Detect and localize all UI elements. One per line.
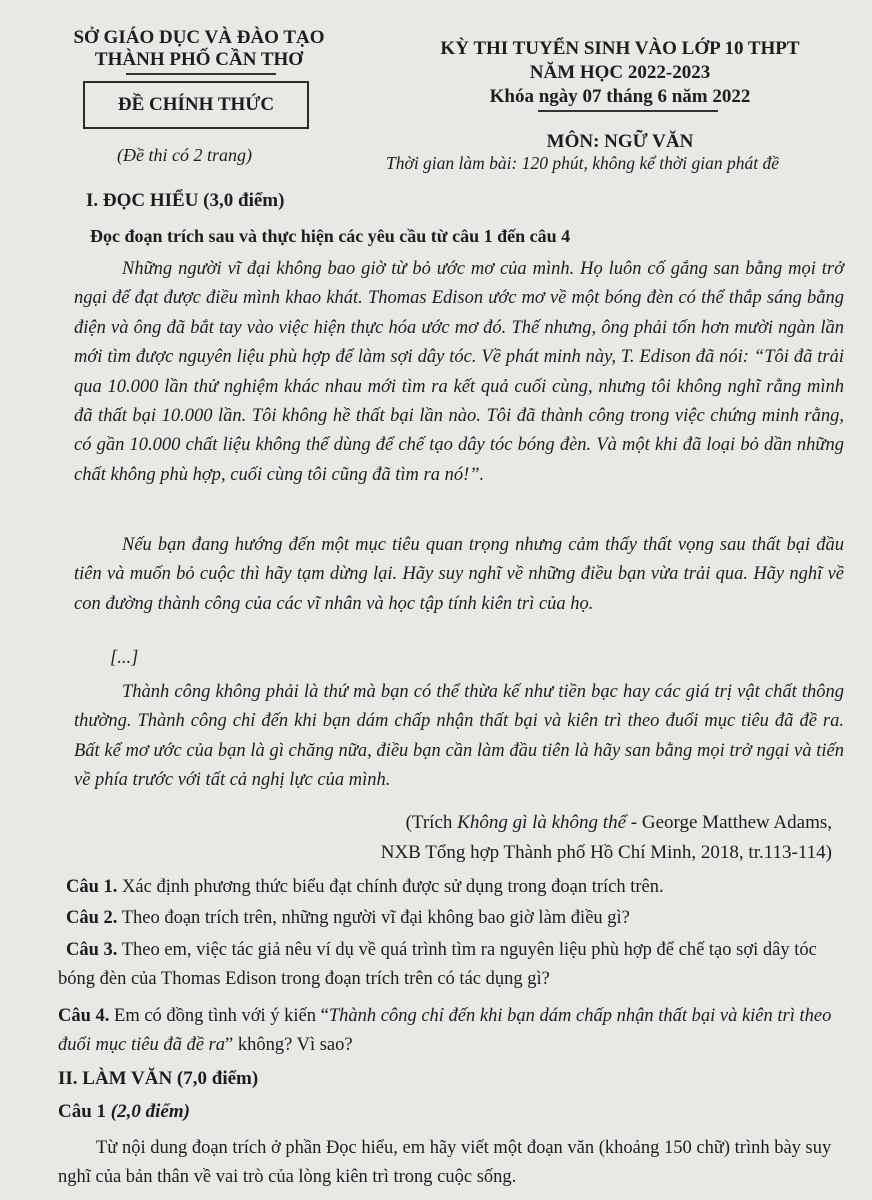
question-1 bbox=[66, 873, 850, 902]
question-4-label: Câu 4. bbox=[58, 1006, 110, 1026]
question-4-pre: Em có đồng tình với ý kiến “ bbox=[109, 1006, 329, 1026]
section-2-heading: II. LÀM VĂN (7,0 điểm) bbox=[58, 1068, 259, 1089]
question-1-label: Câu 1. bbox=[66, 877, 118, 897]
question-2-label: Câu 2. bbox=[66, 908, 118, 928]
essay-question-1-text: Từ nội dung đoạn trích ở phần Đọc hiểu, em hãy viết một đoạn văn (khoảng 150 chữ) trình bày suy nghĩ của bản thân về vai trò của lòng kiên trì trong cuộc sống. bbox=[58, 1138, 832, 1187]
essay-question-1-label: Câu 1 bbox=[58, 1101, 107, 1122]
source-citation-line-1 bbox=[406, 812, 832, 834]
question-4-post: ” không? Vì sao? bbox=[225, 1035, 353, 1055]
passage-paragraph-3: Thành công không phải là thứ mà bạn có thể thừa kế như tiền bạc hay các giá trị vật chất thông thường. Thành công chỉ đến khi bạn dám chấp nhận thất bại và kiên trì theo đuổi mục tiêu đã đề ra. Bất kể mơ ước của bạn là gì chăng nữa, điều bạn cần làm đầu tiên là hãy san bằng mọi trở ngại và tiến về phía trước với tất cả nghị lực của mình. bbox=[74, 682, 844, 791]
question-3 bbox=[58, 936, 842, 994]
school-year: NĂM HỌC 2022-2023 bbox=[529, 62, 711, 83]
subject-label: MÔN: NGỮ VĂN bbox=[546, 131, 694, 152]
exam-date: Khóa ngày 07 tháng 6 năm 2022 bbox=[489, 86, 751, 107]
passage-paragraph-2: Nếu bạn đang hướng đến một mục tiêu quan trọng nhưng cảm thấy thất vọng sau thất bại đầu tiên và muốn bỏ cuộc thì hãy tạm dừng lại. Hãy suy nghĩ về những điều bạn vừa trải qua. Hãy nghĩ về con đường thành công của các vĩ nhân và học tập tính kiên trì của họ. bbox=[74, 535, 844, 614]
official-exam-box bbox=[83, 81, 309, 129]
question-2 bbox=[66, 904, 850, 933]
source-prefix: (Trích bbox=[405, 812, 458, 833]
pages-note: (Đề thi có 2 trang) bbox=[117, 145, 252, 165]
section-1-heading: I. ĐỌC HIỂU (3,0 điểm) bbox=[86, 190, 285, 211]
department-city: THÀNH PHỐ CẦN THƠ bbox=[94, 49, 304, 70]
time-note: Thời gian làm bài: 120 phút, không kể thời gian phát đề bbox=[386, 153, 779, 173]
question-3-text: Theo em, việc tác giả nêu ví dụ về quá trình tìm ra nguyên liệu phù hợp để chế tạo sợi dây tóc bóng đèn của Thomas Edison trong đoạn trích trên có tác dụng gì? bbox=[58, 940, 817, 989]
source-title: Không gì là không thể bbox=[457, 812, 627, 833]
official-label: ĐỀ CHÍNH THỨC bbox=[117, 94, 275, 115]
department-name: SỞ GIÁO DỤC VÀ ĐÀO TẠO bbox=[73, 27, 325, 48]
essay-question-1-points: (2,0 điểm) bbox=[106, 1101, 190, 1122]
source-citation-line-2: NXB Tổng hợp Thành phố Hồ Chí Minh, 2018, tr.113-114) bbox=[380, 842, 832, 863]
exam-title: KỲ THI TUYỂN SINH VÀO LỚP 10 THPT bbox=[440, 38, 800, 59]
question-2-text: Theo đoạn trích trên, những người vĩ đại không bao giờ làm điều gì? bbox=[117, 908, 630, 928]
question-3-label: Câu 3. bbox=[66, 940, 118, 960]
source-author: - George Matthew Adams, bbox=[626, 812, 832, 833]
header-underline-left bbox=[126, 73, 276, 75]
essay-question-1-header bbox=[58, 1101, 190, 1123]
section-1-instruction: Đọc đoạn trích sau và thực hiện các yêu cầu từ câu 1 đến câu 4 bbox=[90, 226, 571, 246]
passage-ellipsis: [...] bbox=[110, 648, 139, 668]
question-4 bbox=[58, 1002, 842, 1060]
header-underline-right bbox=[538, 110, 718, 112]
question-4-quote: Thành công chỉ đến khi bạn dám chấp nhận thất bại và kiên trì theo đuổi mục tiêu đã đề ra bbox=[58, 1006, 832, 1055]
question-1-text: Xác định phương thức biểu đạt chính được sử dụng trong đoạn trích trên. bbox=[117, 877, 664, 897]
passage-paragraph-1: Những người vĩ đại không bao giờ từ bỏ ước mơ của mình. Họ luôn cố gắng san bằng mọi trở ngại để đạt được điều mình khao khát. Thomas Edison ước mơ về một bóng đèn có thể thắp sáng bằng điện và ông đã bắt tay vào việc hiện thực hóa ước mơ đó. Thế nhưng, ông phải tốn hơn mười ngàn lần mới tìm được nguyên liệu phù hợp để làm sợi dây tóc. Về phát minh này, T. Edison đã nói: “Tôi đã trải qua 10.000 lần thử nghiệm khác nhau mới tìm ra kết quả cuối cùng, nhưng tôi không nghĩ rằng mình đã thất bại 10.000 lần. Tôi không hề thất bại lần nào. Tôi đã thành công trong việc chứng minh rằng, có gần 10.000 chất liệu không thể dùng để chế tạo dây tóc bóng đèn. Và một khi đã loại bỏ dần những chất không phù hợp, cuối cùng tôi cũng đã tìm ra nó!”. bbox=[74, 259, 844, 485]
